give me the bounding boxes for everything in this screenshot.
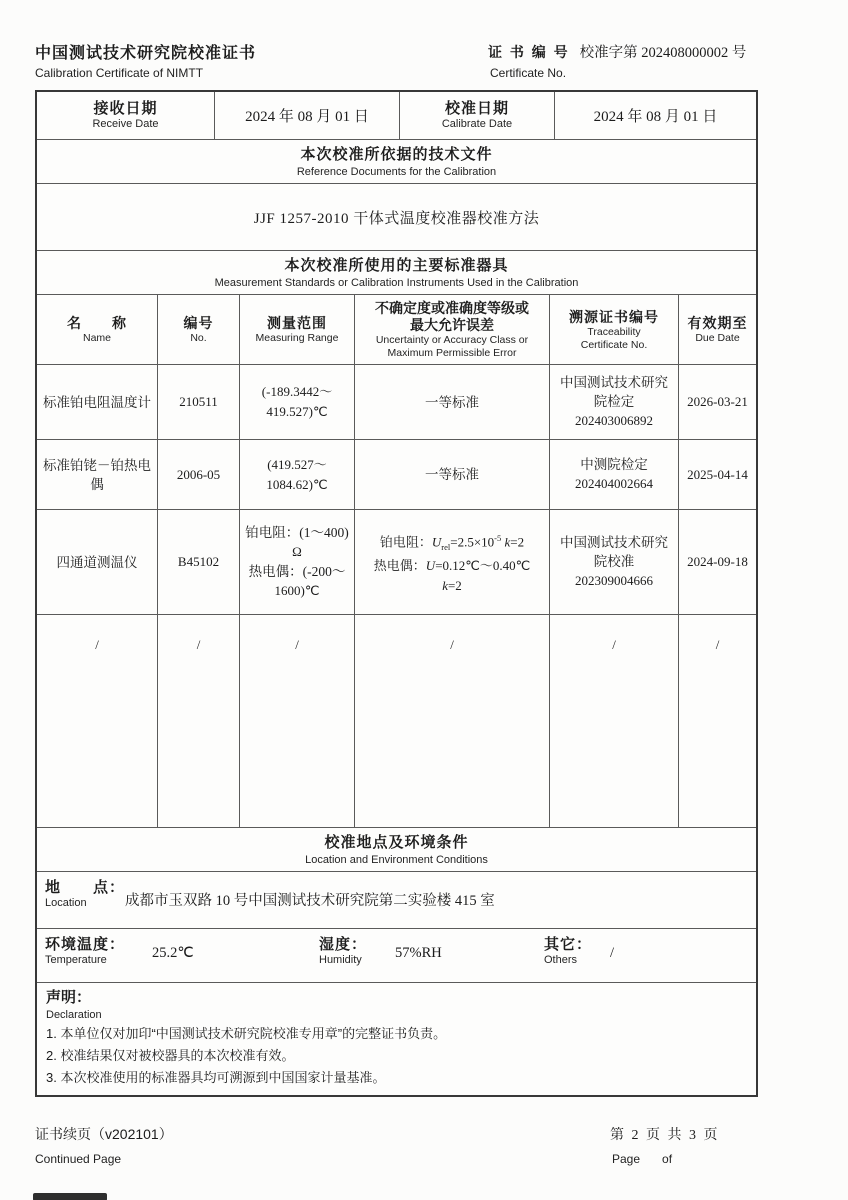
range-line: (-189.3442～ [261,384,333,399]
standards-title-cn: 本次校准所使用的主要标准器具 [284,257,509,274]
col-due-en: Due Date [695,332,740,344]
scan-artifact-bar [33,1193,107,1200]
others-label [544,936,592,967]
trace-line: 202403006892 [575,413,653,428]
receive-date-value [215,92,400,139]
certificate-number-label-cn: 证 书 编 号 [488,44,570,60]
empty-cell-slash: / [295,637,299,652]
reference-document-row [37,183,756,250]
measuring-range [240,365,355,439]
col-range-en: Measuring Range [255,332,339,344]
uncertainty-text-part: 铂电阻： [379,533,432,549]
humidity-label-cn: 湿度： [319,936,368,953]
uncertainty-text-part: =0.12℃～0.40℃ [435,558,531,574]
col-uncert-cn2: 最大允许误差 [410,316,494,333]
certificate-number-value: 校准字第 202408000002 号 [579,45,747,61]
calibrate-date-label [400,92,555,139]
others-label-cn: 其它： [544,936,593,953]
col-header-no [158,295,240,364]
measuring-range [240,510,355,614]
range-line: 419.527)℃ [266,404,328,419]
page-number-cn: 第 2 页 共 3 页 [610,1128,720,1143]
page-number-en [612,1152,672,1166]
col-due-cn: 有效期至 [687,315,748,331]
due-date: 2025-04-14 [687,466,748,482]
instrument-name: 四通道测温仪 [56,554,138,570]
range-line: 1084.62)℃ [266,476,328,492]
instrument-no: 2006-05 [176,466,221,482]
trace-line: 院校准 [593,554,635,569]
location-title-cn: 校准地点及环境条件 [324,834,469,851]
standards-section-header [37,250,756,294]
uncertainty-text-part: -5 [494,532,502,543]
due-date: 2024-09-18 [687,554,748,569]
col-header-uncertainty [355,295,550,364]
col-trace-en2: Certificate No. [580,338,648,351]
calibrate-date-value [555,92,756,139]
uncertainty-text-part: =2.5×10 [450,533,495,549]
trace-line: 202404002664 [575,476,653,491]
continued-page-label-en: Continued Page [35,1152,122,1166]
empty-cell-slash: / [715,637,720,652]
declaration-item: 1. 本单位仅对加印“中国测试技术研究院校准专用章”的完整证书负责。 [46,1026,447,1041]
declaration-label-cn: 声明： [46,989,92,1006]
page-title-en: Calibration Certificate of NIMTT [35,66,204,80]
col-trace-cn: 溯源证书编号 [569,308,659,325]
reference-title-cn: 本次校准所依据的技术文件 [300,146,493,163]
uncertainty-line [442,576,462,596]
col-uncert-en1: Uncertainty or Accuracy Class or [375,333,529,346]
location-value: 成都市玉双路 10 号中国测试技术研究院第二实验楼 415 室 [125,893,495,909]
uncertainty-text-part: k [442,578,448,594]
uncertainty-text-part: k [504,533,511,549]
traceability [550,440,679,509]
table-row-empty [37,614,756,827]
reference-document-text: JJF 1257-2010 干体式温度校准器校准方法 [253,210,540,227]
trace-line: 中测院检定 [580,457,648,472]
uncertainty: 一等标准 [425,467,479,482]
of-word: of [662,1152,673,1166]
traceability [550,510,679,614]
certificate-number [488,42,746,63]
uncertainty-text-part: U [431,533,442,549]
col-name-en: Name [82,332,111,344]
due-date: 2026-03-21 [687,394,748,409]
empty-cell-slash: / [612,637,616,652]
continued-page-label-cn: 证书续页（v202101） [35,1126,173,1142]
others-value: / [610,945,615,961]
environment-row [37,928,756,982]
uncertainty [355,510,550,614]
col-no-cn: 编号 [183,315,214,331]
uncertainty-line [374,556,530,576]
trace-line: 中国测试技术研究 [560,375,668,390]
instrument-no: 210511 [179,394,218,409]
calibrate-date-label-en: Calibrate Date [441,118,513,130]
humidity-value: 57%RH [395,945,442,961]
receive-date-label-cn: 接收日期 [93,100,158,117]
temperature-value: 25.2℃ [152,945,194,961]
others-label-en: Others [544,954,578,966]
location-label-en: Location [45,897,87,909]
calibrate-date-text: 2024 年 08 月 01 日 [593,109,718,125]
instrument-name: 标准铂铑－铂热电偶 [43,457,151,492]
declaration-item: 3. 本次校准使用的标准器具均可溯源到中国国家计量基准。 [46,1070,386,1085]
uncertainty-text-part: rel [441,541,451,552]
page-word: Page [612,1152,641,1166]
receive-date-label [37,92,215,139]
measuring-range [240,440,355,509]
col-no-en: No. [190,332,207,344]
receive-date-label-en: Receive Date [92,118,159,130]
uncertainty-line [380,528,524,557]
empty-cell-slash: / [196,637,201,652]
col-name-cn: 名 称 [67,315,127,331]
trace-line: 202309004666 [575,573,653,588]
location-title-en: Location and Environment Conditions [305,854,488,866]
declaration-section [37,982,756,1095]
declaration-label-en: Declaration [46,1009,102,1021]
col-uncert-cn1: 不确定度或准确度等级或 [375,299,529,316]
uncertainty-text-part: =2 [510,533,525,549]
range-line: 铂电阻：(1～400) [245,525,349,540]
declaration-item: 2. 校准结果仅对被校器具的本次校准有效。 [46,1048,295,1063]
col-header-traceability [550,295,679,364]
humidity-label-en: Humidity [319,954,362,966]
table-row [37,509,756,614]
trace-line: 院检定 [593,394,635,409]
location-section-header [37,827,756,871]
uncertainty-text-part: =2 [447,578,462,594]
col-range-cn: 测量范围 [267,315,327,331]
location-row [37,871,756,928]
standards-table-header [37,294,756,364]
table-row [37,439,756,509]
humidity-label [319,936,367,967]
trace-line: 中国测试技术研究 [560,535,668,550]
certificate-number-label-en: Certificate No. [490,66,567,80]
col-header-range [240,295,355,364]
range-line: 热电偶：(-200～ [248,564,346,579]
location-label [45,879,125,910]
uncertainty: 一等标准 [425,394,479,410]
instrument-no: B45102 [177,554,220,569]
range-line: Ω [292,544,302,559]
calibrate-date-label-cn: 校准日期 [444,100,509,117]
range-line: 1600)℃ [274,583,320,598]
receive-date-text: 2024 年 08 月 01 日 [245,109,369,125]
table-row [37,364,756,439]
temperature-label-cn: 环境温度： [45,936,126,953]
reference-section-header [37,139,756,183]
uncertainty-text-part: U [425,558,436,574]
uncertainty-text-part: 热电偶： [373,558,426,574]
col-uncert-en2: Maximum Permissible Error [387,346,517,359]
standards-title-en: Measurement Standards or Calibration Instruments Used in the Calibration [214,277,579,289]
col-header-name [37,295,158,364]
instrument-name: 标准铂电阻温度计 [43,394,151,410]
empty-cell-slash: / [95,637,99,652]
certificate-body [35,90,758,1097]
date-table [37,92,756,139]
temperature-label [45,936,125,967]
empty-cell-slash: / [450,637,454,652]
reference-title-en: Reference Documents for the Calibration [296,166,497,178]
temperature-label-en: Temperature [45,954,107,966]
col-trace-en1: Traceability [587,325,641,338]
col-header-due [679,295,756,364]
traceability [550,365,679,439]
location-label-cn: 地 点： [45,879,126,896]
range-line: (419.527～ [267,456,327,472]
page-title-cn: 中国测试技术研究院校准证书 [35,45,257,62]
